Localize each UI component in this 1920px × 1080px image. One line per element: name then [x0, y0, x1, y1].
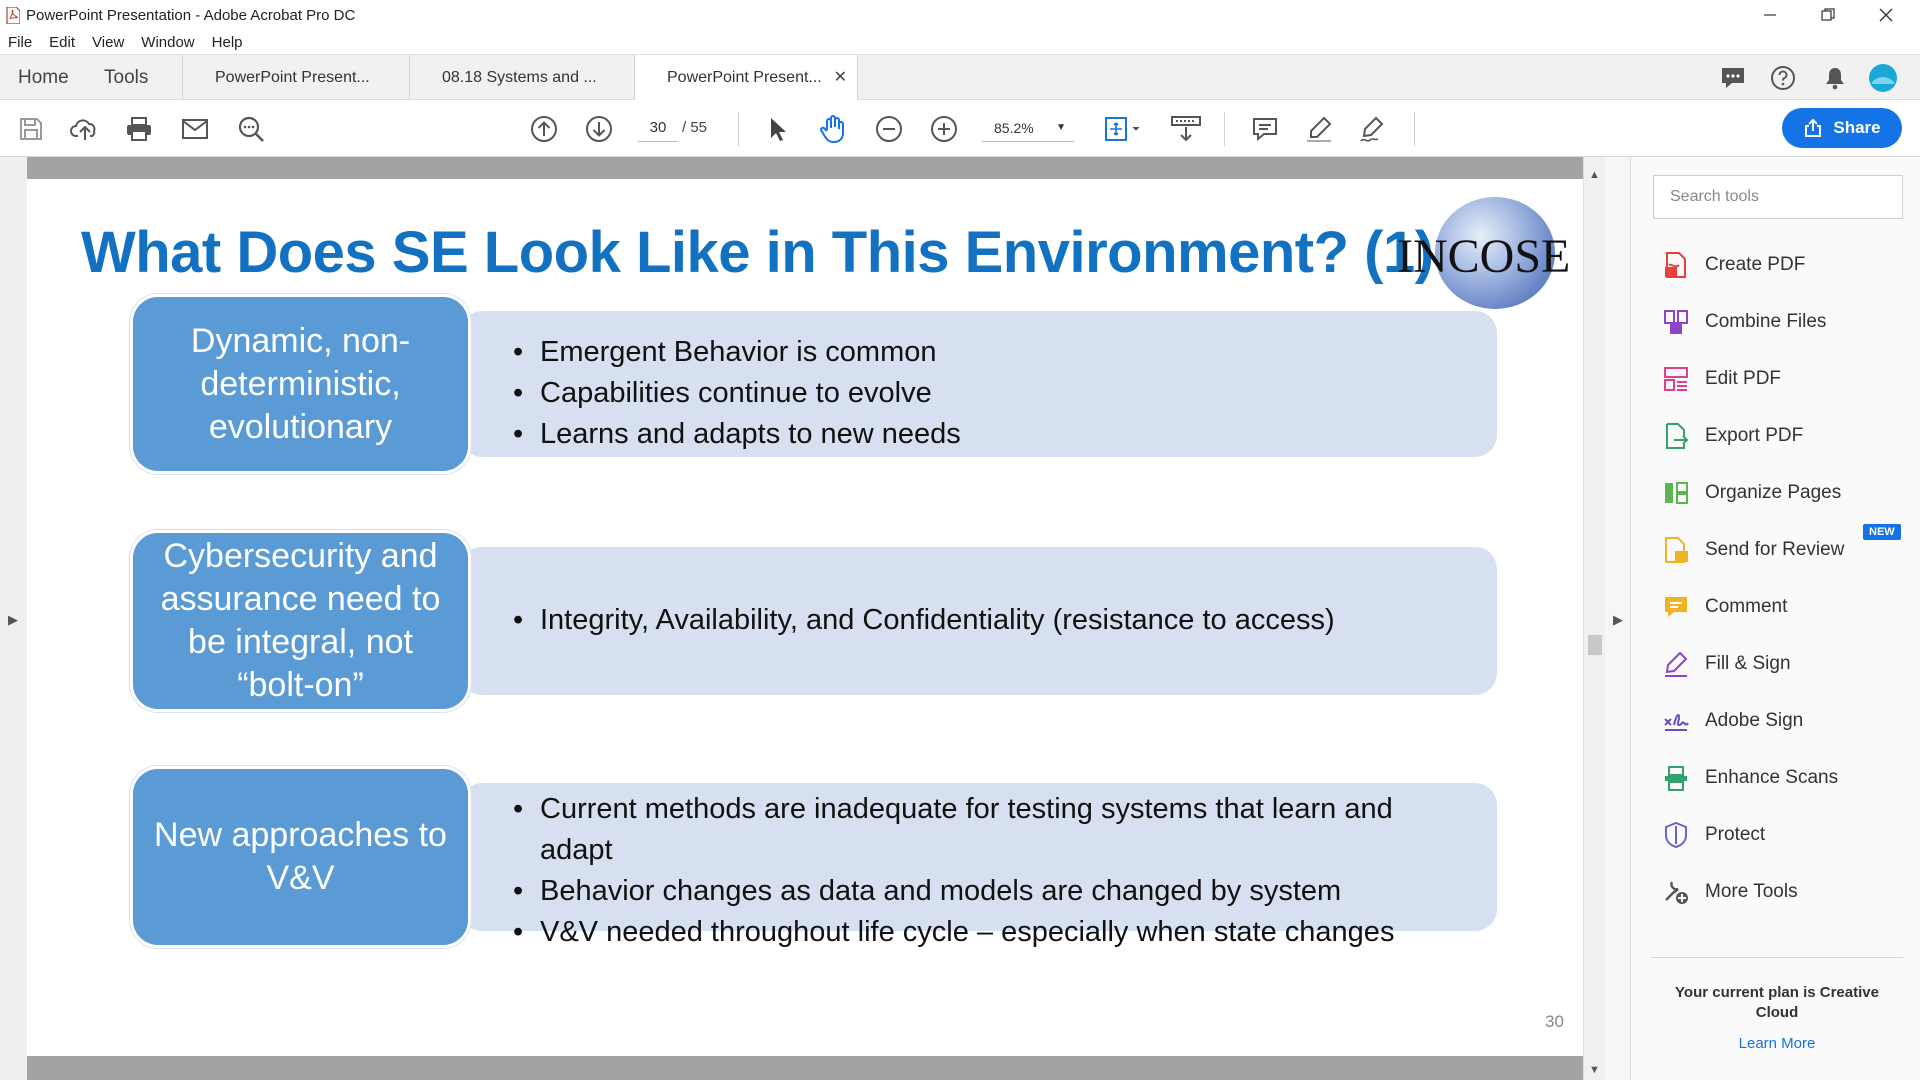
document-tab-label: PowerPoint Present... — [215, 68, 370, 86]
row-heading: Dynamic, non-deterministic, evolutionary — [190, 321, 411, 446]
bullet-item: • Capabilities continue to evolve — [513, 373, 1457, 414]
menu-edit[interactable]: Edit — [49, 33, 76, 51]
document-tab[interactable] — [409, 55, 634, 100]
menu-window[interactable]: Window — [141, 33, 195, 51]
tool-adobe-sign[interactable] — [1661, 701, 1911, 741]
scroll-mode-icon[interactable] — [1166, 112, 1206, 146]
comment-icon — [1661, 592, 1691, 622]
row-heading-box — [130, 530, 471, 712]
bullet-list — [513, 600, 1457, 641]
pdf-page — [27, 179, 1583, 1056]
tool-protect[interactable] — [1661, 815, 1911, 855]
organize-pages-icon — [1661, 478, 1691, 508]
document-tab-label: PowerPoint Present... — [667, 69, 822, 86]
scrollbar-thumb[interactable] — [1588, 635, 1602, 655]
tool-label: Comment — [1705, 596, 1788, 617]
zoom-in-icon[interactable] — [927, 112, 961, 146]
tab-bar — [0, 54, 1920, 100]
tool-label: Edit PDF — [1705, 368, 1782, 389]
tool-enhance-scans[interactable] — [1661, 758, 1911, 798]
messages-icon[interactable] — [1718, 63, 1748, 93]
row-heading: New approaches to V&V — [154, 816, 447, 897]
tool-create-pdf[interactable] — [1661, 245, 1911, 285]
document-tab[interactable] — [182, 55, 409, 100]
content-row — [130, 294, 1497, 474]
content-row — [130, 766, 1497, 948]
user-avatar[interactable] — [1868, 63, 1898, 93]
minimize-button[interactable] — [1742, 0, 1798, 30]
create-pdf-icon — [1661, 250, 1691, 280]
document-tab-label: 08.18 Systems and ... — [442, 68, 597, 86]
tool-label: Fill & Sign — [1705, 653, 1791, 674]
notifications-bell-icon[interactable] — [1820, 63, 1850, 93]
send-for-review-icon — [1661, 535, 1691, 565]
tool-label: Adobe Sign — [1705, 710, 1804, 731]
tool-more-tools[interactable] — [1661, 872, 1911, 912]
tool-label: Combine Files — [1705, 311, 1827, 332]
help-icon[interactable] — [1768, 63, 1798, 93]
comment-tool-icon[interactable] — [1248, 112, 1282, 146]
title-bar — [0, 0, 1920, 30]
scroll-down-icon[interactable]: ▼ — [1589, 1064, 1600, 1076]
page-number-input[interactable]: 30 — [638, 114, 678, 142]
menu-help[interactable]: Help — [211, 33, 243, 51]
search-tools-input[interactable]: Search tools — [1653, 175, 1903, 219]
share-button[interactable] — [1782, 108, 1902, 148]
tab-tools[interactable]: Tools — [104, 67, 149, 88]
bullet-list — [513, 332, 1457, 455]
highlight-pen-icon[interactable] — [1302, 112, 1336, 146]
tool-label: Create PDF — [1705, 254, 1806, 275]
collapse-right-pane-icon[interactable]: ▶ — [1613, 612, 1623, 627]
email-icon[interactable] — [178, 112, 212, 146]
zoom-out-icon[interactable] — [872, 112, 906, 146]
left-panel-toggle-icon[interactable]: ▶ — [8, 612, 18, 627]
toolbar — [0, 100, 1920, 157]
restore-button[interactable] — [1800, 0, 1856, 30]
zoom-level-select[interactable] — [982, 114, 1074, 142]
close-window-button[interactable] — [1858, 0, 1914, 30]
upload-cloud-icon[interactable] — [68, 112, 102, 146]
search-zoom-icon[interactable] — [234, 112, 268, 146]
select-cursor-icon[interactable] — [760, 112, 794, 146]
more-tools-icon — [1661, 877, 1691, 907]
bullet-item: • Behavior changes as data and models are changed by system — [513, 871, 1457, 912]
save-icon[interactable] — [14, 112, 48, 146]
plan-info: Your current plan is Creative Cloud — [1675, 984, 1879, 1021]
protect-icon — [1661, 820, 1691, 850]
bullet-item: • Learns and adapts to new needs — [513, 414, 1457, 455]
export-pdf-icon — [1661, 421, 1691, 451]
adobe-sign-icon — [1661, 706, 1691, 736]
combine-files-icon — [1661, 307, 1691, 337]
share-button-label: Share — [1833, 118, 1881, 137]
bullet-item: • Emergent Behavior is common — [513, 332, 1457, 373]
tool-edit-pdf[interactable] — [1661, 359, 1911, 399]
new-badge: NEW — [1863, 524, 1901, 540]
hand-tool-icon[interactable] — [816, 112, 850, 146]
row-heading: Cybersecurity and assurance need to be integral, not “bolt-on” — [160, 537, 441, 704]
bullet-item: • V&V needed throughout life cycle – especially when state changes — [513, 912, 1457, 953]
fit-page-icon[interactable] — [1098, 112, 1148, 146]
window-title: PowerPoint Presentation - Adobe Acrobat Pro DC — [26, 6, 356, 24]
sign-pen-icon[interactable] — [1356, 112, 1390, 146]
bullet-item: • Integrity, Availability, and Confidentiality (resistance to access) — [513, 600, 1457, 641]
tool-label: Enhance Scans — [1705, 767, 1839, 788]
chevron-down-icon: ▼ — [1056, 122, 1066, 133]
document-tab-active[interactable] — [634, 55, 858, 101]
tool-label: Export PDF — [1705, 425, 1804, 446]
tool-label: Protect — [1705, 824, 1766, 845]
print-icon[interactable] — [122, 112, 156, 146]
tool-label: Organize Pages — [1705, 482, 1842, 503]
bullet-list — [513, 789, 1457, 953]
page-gap — [27, 1056, 1583, 1080]
slide-title: What Does SE Look Like in This Environment? (1) — [81, 220, 1434, 285]
enhance-scans-icon — [1661, 763, 1691, 793]
tool-label: More Tools — [1705, 881, 1798, 902]
divider — [1651, 957, 1903, 958]
tool-fill-sign[interactable] — [1661, 644, 1911, 684]
content-row — [130, 530, 1497, 712]
tool-combine-files[interactable] — [1661, 302, 1911, 342]
row-heading-box — [130, 294, 471, 474]
fill-sign-icon — [1661, 649, 1691, 679]
tool-organize-pages[interactable] — [1661, 473, 1911, 513]
tool-comment[interactable] — [1661, 587, 1911, 627]
tool-export-pdf[interactable] — [1661, 416, 1911, 456]
page-gap — [27, 157, 1583, 179]
tab-home[interactable]: Home — [18, 67, 69, 88]
acrobat-icon — [6, 7, 20, 24]
row-heading-box — [130, 766, 471, 948]
learn-more-link[interactable]: Learn More — [1738, 1035, 1816, 1052]
edit-pdf-icon — [1661, 364, 1691, 394]
scroll-up-icon[interactable]: ▲ — [1589, 169, 1600, 181]
slide-page-number: 30 — [1545, 1012, 1564, 1031]
menu-file[interactable]: File — [8, 33, 33, 51]
menu-view[interactable]: View — [92, 33, 125, 51]
incose-logo-text: INCOSE — [1397, 230, 1571, 283]
tools-pane — [1630, 157, 1920, 1080]
zoom-level-value: 85.2% — [994, 120, 1034, 136]
tool-label: Send for Review — [1705, 539, 1845, 560]
vertical-scrollbar[interactable] — [1583, 157, 1605, 1080]
next-page-icon[interactable] — [582, 112, 616, 146]
share-icon — [1803, 118, 1823, 138]
previous-page-icon[interactable] — [527, 112, 561, 146]
menu-bar — [0, 30, 1920, 54]
close-tab-icon[interactable]: ✕ — [833, 69, 847, 86]
bullet-item: • Current methods are inadequate for testing systems that learn and adapt — [513, 789, 1457, 871]
right-pane-toggle[interactable] — [1605, 157, 1630, 1080]
page-total: / 55 — [682, 119, 708, 136]
